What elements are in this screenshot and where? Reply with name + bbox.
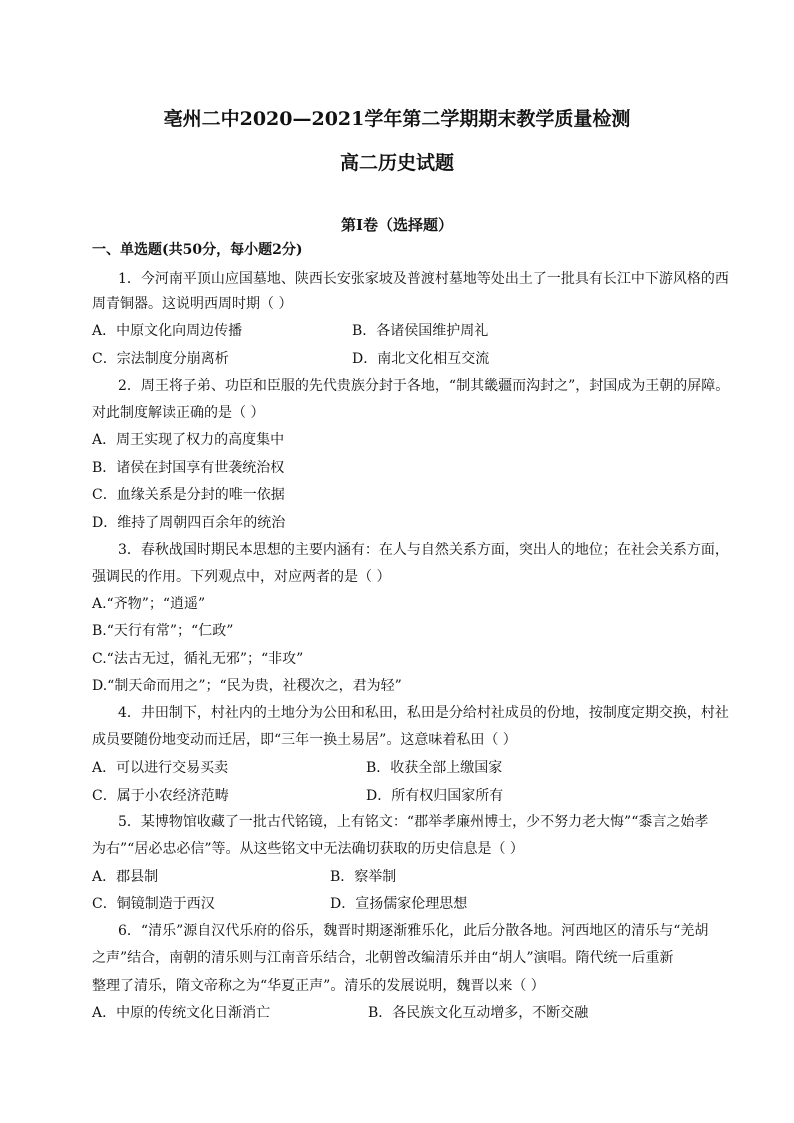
- q3-option-a: A.“齐物”；“逍遥”: [92, 596, 206, 612]
- q6-option-b: B．各民族文化互动增多，不断交融: [368, 1005, 589, 1021]
- q1-option-a: A．中原文化向周边传播: [92, 323, 243, 339]
- q6-option-a: A．中原的传统文化日渐消亡: [92, 1005, 271, 1021]
- q2-option-a: A．周王实现了权力的高度集中: [92, 432, 285, 448]
- exam-title: 亳州二中2020—2021学年第二学期期末教学质量检测: [163, 108, 631, 130]
- q2-option-d: D．维持了周朝四百余年的统治: [92, 515, 286, 531]
- exam-subtitle: 高二历史试题: [339, 152, 454, 174]
- q1-option-b: B．各诸侯国维护周礼: [352, 323, 489, 339]
- q1-stem-line2: 周青铜器。这说明西周时期（ ）: [92, 296, 293, 312]
- q4-option-c: C．属于小农经济范畴: [92, 788, 229, 804]
- q6-stem-line2: 之声”结合，南朝的清乐则与江南音乐结合，北朝曾改编清乐并由“胡人”演唱。隋代统一后重新: [92, 950, 674, 966]
- q2-option-b: B．诸侯在封国享有世袭统治权: [92, 460, 285, 476]
- q1-option-c: C．宗法制度分崩离析: [92, 351, 229, 367]
- q6-stem-line3: 整理了清乐，隋文帝称之为“华夏正声”。清乐的发展说明，魏晋以来（ ）: [92, 978, 545, 994]
- q4-option-a: A．可以进行交易买卖: [92, 760, 229, 776]
- q4-option-b: B．收获全部上缴国家: [366, 760, 503, 776]
- q4-stem-line1: 4．井田制下，村社内的土地分为公田和私田，私田是分给村社成员的份地，按制度定期交换，村社: [118, 705, 729, 721]
- q4-option-d: D．所有权归国家所有: [366, 788, 504, 804]
- q5-option-a: A．郡县制: [92, 869, 159, 885]
- q2-stem-line2: 对此制度解读正确的是（ ）: [92, 405, 265, 421]
- q1-option-d: D．南北文化相互交流: [352, 351, 490, 367]
- q5-stem-line1: 5．某博物馆收藏了一批古代铭镜，上有铭文：“郡举孝廉州博士，少不努力老大悔”“黍言之始孝: [118, 814, 709, 830]
- q5-option-d: D．宣扬儒家伦理思想: [330, 896, 468, 912]
- q6-stem-line1: 6．“清乐”源自汉代乐府的俗乐，魏晋时期逐渐雅乐化，此后分散各地。河西地区的清乐与“羌胡: [118, 923, 709, 939]
- q5-option-b: B．察举制: [330, 869, 397, 885]
- section-heading: 一、单选题(共50分，每小题2分): [92, 242, 303, 258]
- q3-option-b: B.“天行有常”；“仁政”: [92, 623, 234, 639]
- q4-stem-line2: 成员要随份地变动而迁居，即“三年一换土易居”。这意味着私田（ ）: [92, 732, 517, 748]
- q3-option-d: D.“制天命而用之”；“民为贵，社稷次之，君为轻”: [92, 678, 402, 694]
- q3-stem-line1: 3．春秋战国时期民本思想的主要内涵有：在人与自然关系方面，突出人的地位；在社会关系方面，: [118, 542, 729, 558]
- q3-option-c: C.“法古无过，循礼无邪”；“非攻”: [92, 651, 304, 667]
- volume-heading: 第Ⅰ卷（选择题）: [340, 216, 454, 234]
- q5-stem-line2: 为右”“居必忠必信”等。从这些铭文中无法确切获取的历史信息是（ ）: [92, 841, 524, 857]
- q2-stem-line1: 2．周王将子弟、功臣和臣服的先代贵族分封于各地，“制其畿疆而沟封之”，封国成为王朝的屏障。: [118, 378, 730, 394]
- q1-stem-line1: 1．今河南平顶山应国墓地、陕西长安张家坡及普渡村墓地等处出土了一批具有长江中下游风格的西: [118, 271, 729, 287]
- q2-option-c: C．血缘关系是分封的唯一依据: [92, 487, 285, 503]
- q3-stem-line2: 强调民的作用。下列观点中，对应两者的是（ ）: [92, 569, 391, 585]
- q5-option-c: C．铜镜制造于西汉: [92, 896, 215, 912]
